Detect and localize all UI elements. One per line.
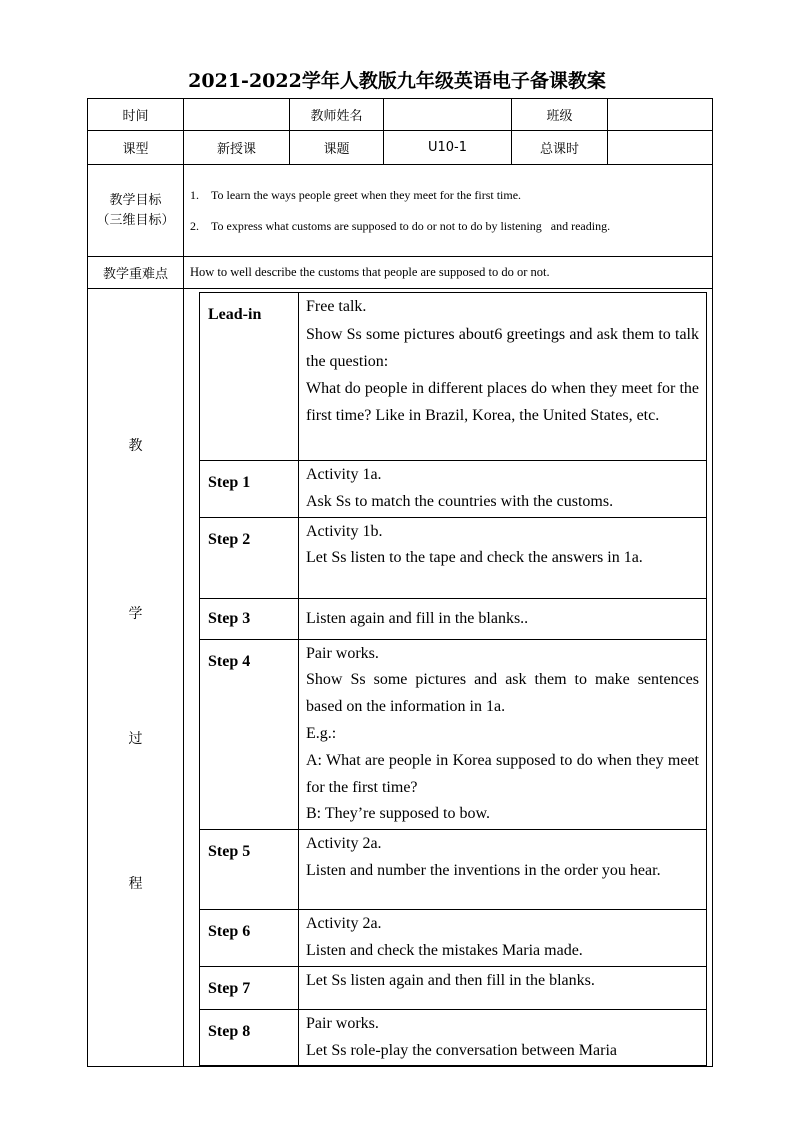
step-line: Free talk. [306,298,367,315]
step-name: Step 4 [200,639,299,830]
class-value [608,99,713,131]
step-name: Step 6 [200,910,299,967]
step-line: Activity 1a. [306,466,382,483]
step-line: Let Ss listen again and then fill in the blanks. [306,971,595,989]
step-line: Activity 2a. [306,835,382,853]
type-label: 课型 [88,131,184,165]
step-name: Step 7 [200,966,299,1009]
step-name: Step 8 [200,1009,299,1066]
step-description [299,293,707,461]
header-row-1 [88,99,713,131]
process-label-char: 过 [128,731,143,747]
step-name: Step 1 [200,461,299,518]
step-description [299,598,707,639]
step-row [200,910,707,967]
header-row-2 [88,131,713,165]
step-line: A: What are people in Korea supposed to do when they meet for the first time? [306,751,699,796]
step-description [299,461,707,518]
topic-label: 课题 [290,131,384,165]
step-row [200,830,707,910]
document-title: 2021-2022学年人教版九年级英语电子备课教案 [188,70,606,92]
process-label-char: 学 [128,606,143,622]
step-line: Listen and number the inventions in the order you hear. [306,861,661,879]
step-description [299,910,707,967]
lesson-plan-table [87,98,713,1067]
step-description [299,1009,707,1066]
step-line: Pair works. [306,1014,379,1032]
step-line: Ask Ss to match the countries with the customs. [306,492,614,510]
step-name: Step 5 [200,830,299,910]
key-points-text: How to well describe the customs that people are supposed to do or not. [184,257,713,289]
step-description [299,966,707,1009]
step-description [299,830,707,910]
key-points-label: 教学重难点 [88,257,184,289]
objectives-label-line1: 教学目标 [109,192,162,208]
step-line: E.g.: [306,724,337,742]
step-row [200,639,707,830]
teacher-value [384,99,512,131]
step-line: Pair works. [306,644,379,662]
objectives-label [88,165,184,257]
step-line: Let Ss role-play the conversation between Maria [306,1041,617,1059]
process-label-char: 程 [128,876,143,892]
step-row [200,966,707,1009]
step-name: Step 3 [200,598,299,639]
process-label-char: 教 [128,438,143,454]
step-row [200,293,707,461]
objectives-content [184,165,713,257]
process-label [88,289,184,1067]
step-row [200,1009,707,1066]
time-label: 时间 [88,99,184,131]
step-name: Step 2 [200,517,299,598]
steps-table [199,292,707,1066]
teacher-label: 教师姓名 [290,99,384,131]
hours-label: 总课时 [512,131,608,165]
step-line: Show Ss some pictures about6 greetings and ask them to talk the question: [306,325,699,370]
key-points-row [88,257,713,289]
class-label: 班级 [512,99,608,131]
step-name: Lead-in [200,293,299,461]
step-row [200,598,707,639]
step-description [299,639,707,830]
type-value: 新授课 [184,131,290,165]
step-line: Listen and check the mistakes Maria made. [306,941,583,959]
process-content [184,289,713,1067]
hours-value [608,131,713,165]
objective-item: 2. To express what customs are supposed to do or not to do by listening and reading. [190,218,611,233]
topic-value: U10-1 [384,131,512,165]
objective-item: 1. To learn the ways people greet when they meet for the first time. [190,187,522,202]
step-row [200,517,707,598]
step-line: What do people in different places do when they meet for the first time? Like in Brazil, Korea, the United States, etc. [306,380,699,425]
step-line: Listen again and fill in the blanks.. [306,609,529,627]
step-line: Show Ss some pictures and ask them to make sentences based on the information in 1a. [306,671,699,716]
objectives-label-line2: （三维目标） [96,212,175,228]
time-value [184,99,290,131]
step-line: Activity 2a. [306,915,382,933]
step-line: Let Ss listen to the tape and check the answers in 1a. [306,549,643,567]
step-line: Activity 1b. [306,522,383,540]
process-row [88,289,713,1067]
step-line: B: They’re supposed to bow. [306,805,490,823]
step-description [299,517,707,598]
objectives-row [88,165,713,257]
step-row [200,461,707,518]
